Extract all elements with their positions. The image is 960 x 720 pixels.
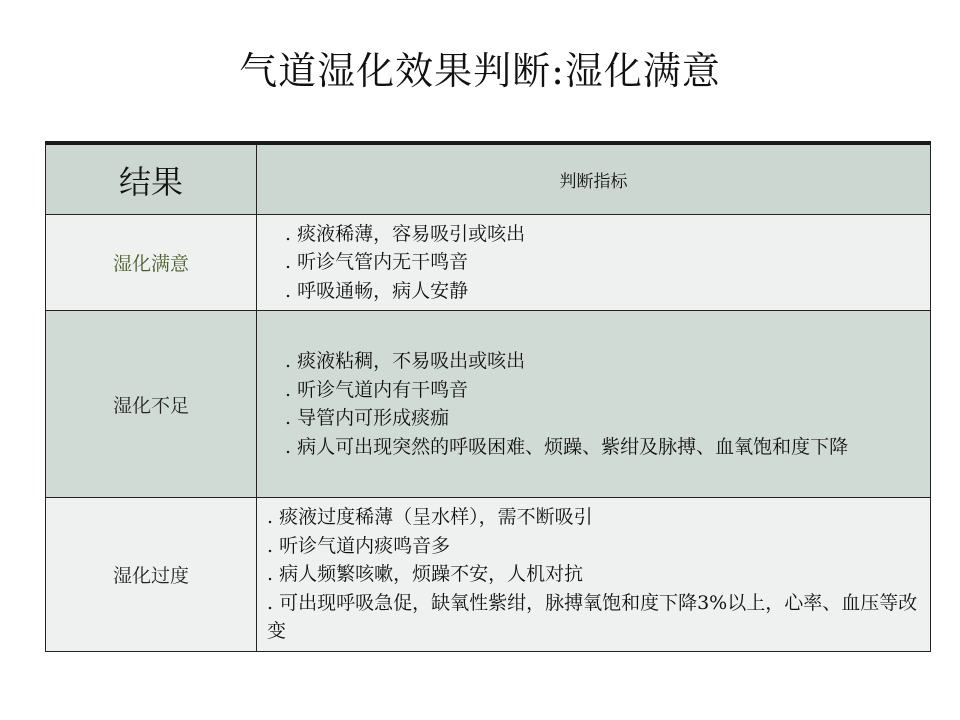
criteria-line: . 痰液稀薄，容易吸引或咳出 [285,222,526,245]
criteria-line: . 病人频繁咳嗽，烦躁不安，人机对抗 [267,563,584,586]
table-row [46,498,931,652]
table-row [46,311,931,498]
row-criteria-insufficient [257,311,931,498]
row-label-insufficient: 湿化不足 [46,311,257,498]
criteria-line: . 导管内可形成痰痂 [285,407,450,429]
row-criteria-satisfied [257,215,931,311]
criteria-line: . 听诊气道内有干鸣音 [285,378,469,401]
humidification-table [45,141,931,652]
criteria-line: . 听诊气管内无干鸣音 [285,251,469,274]
row-label-satisfied: 湿化满意 [46,215,257,311]
row-label-excessive: 湿化过度 [46,498,257,652]
slide-title: 气道湿化效果判断:湿化满意 [239,49,721,93]
table-header-row [46,143,931,215]
criteria-line: . 痰液过度稀薄（呈水样），需不断吸引 [267,506,593,529]
header-result: 结果 [46,143,257,215]
criteria-line: . 病人可出现突然的呼吸困难、烦躁、紫绀及脉搏、血氧饱和度下降 [285,435,849,458]
criteria-line: . 听诊气道内痰鸣音多 [267,534,451,557]
row-criteria-excessive [257,498,931,652]
criteria-line: . 可出现呼吸急促，缺氧性紫绀，脉搏氧饱和度下降3%以上，心率、血压等改变 [267,591,918,643]
criteria-line: . 痰液粘稠，不易吸出或咳出 [285,350,526,372]
criteria-line: . 呼吸通畅，病人安静 [285,279,469,302]
table-row [46,215,931,311]
header-criteria: 判断指标 [257,143,931,215]
